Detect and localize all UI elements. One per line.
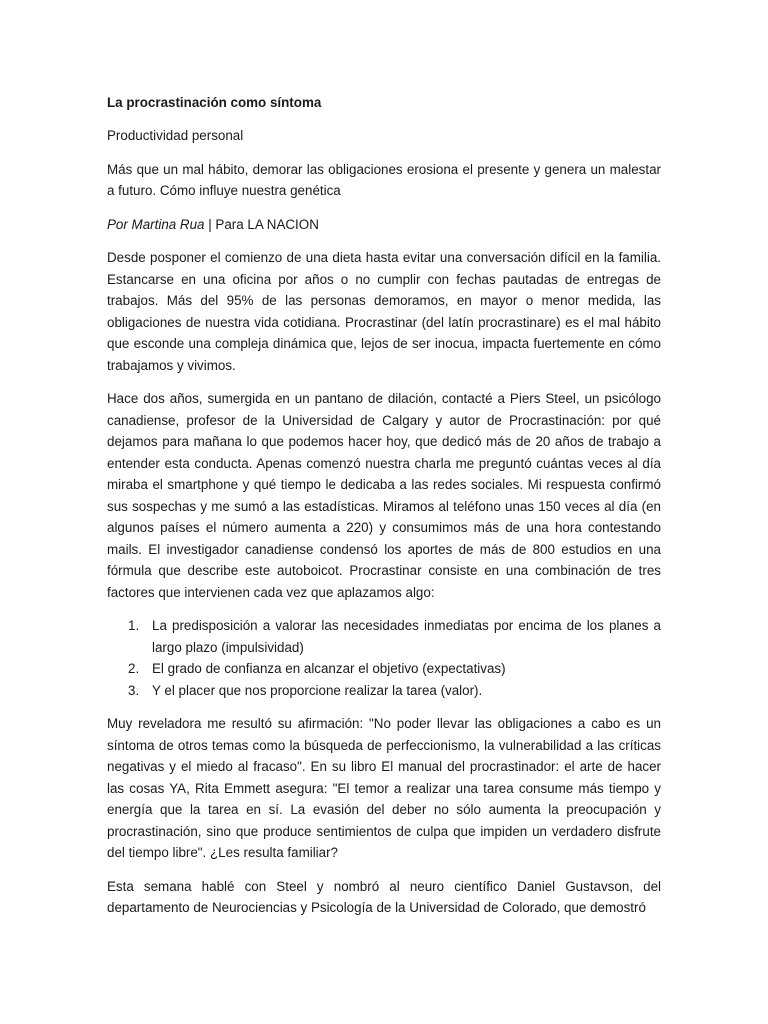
- article-byline: [107, 214, 661, 236]
- body-paragraph: Esta semana hablé con Steel y nombró al neuro científico Daniel Gustavson, del departamento de Neurociencias y Psicología de la Universidad de Colorado, que demostró: [107, 878, 661, 915]
- numbered-list: [107, 615, 661, 701]
- list-item: [107, 680, 661, 702]
- article-subtitle: Más que un mal hábito, demorar las obligaciones erosiona el presente y genera un malestar a futuro. Cómo influye nuestra genética: [107, 161, 661, 198]
- list-item-text: La predisposición a valorar las necesidades inmediatas por encima de los planes a largo plazo (impulsividad): [152, 618, 661, 655]
- list-item: [107, 658, 661, 680]
- list-item-number: 2.: [128, 661, 140, 676]
- list-item: [107, 615, 661, 658]
- byline-author: Por Martina Rua: [107, 216, 205, 232]
- list-item-number: 3.: [128, 682, 140, 698]
- byline-separator: |: [204, 216, 216, 232]
- article-title: La procrastinación como síntoma: [107, 95, 322, 110]
- list-item-number: 1.: [128, 618, 140, 633]
- body-paragraph: Desde posponer el comienzo de una dieta hasta evitar una conversación difícil en la familia. Estancarse en una oficina por años o no cumplir con fechas pautadas de entregas de trabajos. Más del 95% de las personas demoramos, en mayor o menor medida, las obligaciones de nuestra vida cotidiana. Procrastinar (del latín procrastinare) es el mal hábito que esconde una compleja dinámica que, lejos de ser inocua, impacta fuertemente en cómo trabajamos y vivimos.: [107, 250, 661, 373]
- article-section: Productividad personal: [107, 128, 244, 143]
- list-item-text: Y el placer que nos proporcione realizar la tarea (valor).: [152, 682, 483, 698]
- body-paragraph: Hace dos años, sumergida en un pantano de dilación, contacté a Piers Steel, un psicólogo canadiense, profesor de la Universidad de Calgary y autor de Procrastinación: por qué dejamos para mañana lo que podemos hacer hoy, que dedicó más de 20 años de trabajo a entender esta conducta. Apenas comenzó nuestra charla me preguntó cuántas veces al día miraba el smartphone y qué tiempo le dedicaba a las redes sociales. Mi respuesta confirmó sus sospechas y me sumó a las estadísticas. Miramos al teléfono unas 150 veces al día (en algunos países el número aumenta a 220) y consumimos más de una hora contestando mails. El investigador canadiense condensó los aportes de más de 800 estudios en una fórmula que describe este autoboicot. Procrastinar consiste en una combinación de tres factores que intervienen cada vez que aplazamos algo:: [107, 391, 661, 600]
- list-item-text: El grado de confianza en alcanzar el objetivo (expectativas): [152, 661, 506, 676]
- byline-outlet: Para LA NACION: [215, 216, 319, 232]
- body-paragraph: Muy reveladora me resultó su afirmación: "No poder llevar las obligaciones a cabo es un síntoma de otros temas como la búsqueda de perfeccionismo, la vulnerabilidad a las críticas negativas y el miedo al fracaso". En su libro El manual del procrastinador: el arte de hacer las cosas YA, Rita Emmett asegura: "El temor a realizar una tarea consume más tiempo y energía que la tarea en sí. La evasión del deber no sólo aumenta la preocupación y procrastinación, sino que produce sentimientos de culpa que impiden un verdadero disfrute del tiempo libre". ¿Les resulta familiar?: [107, 716, 661, 860]
